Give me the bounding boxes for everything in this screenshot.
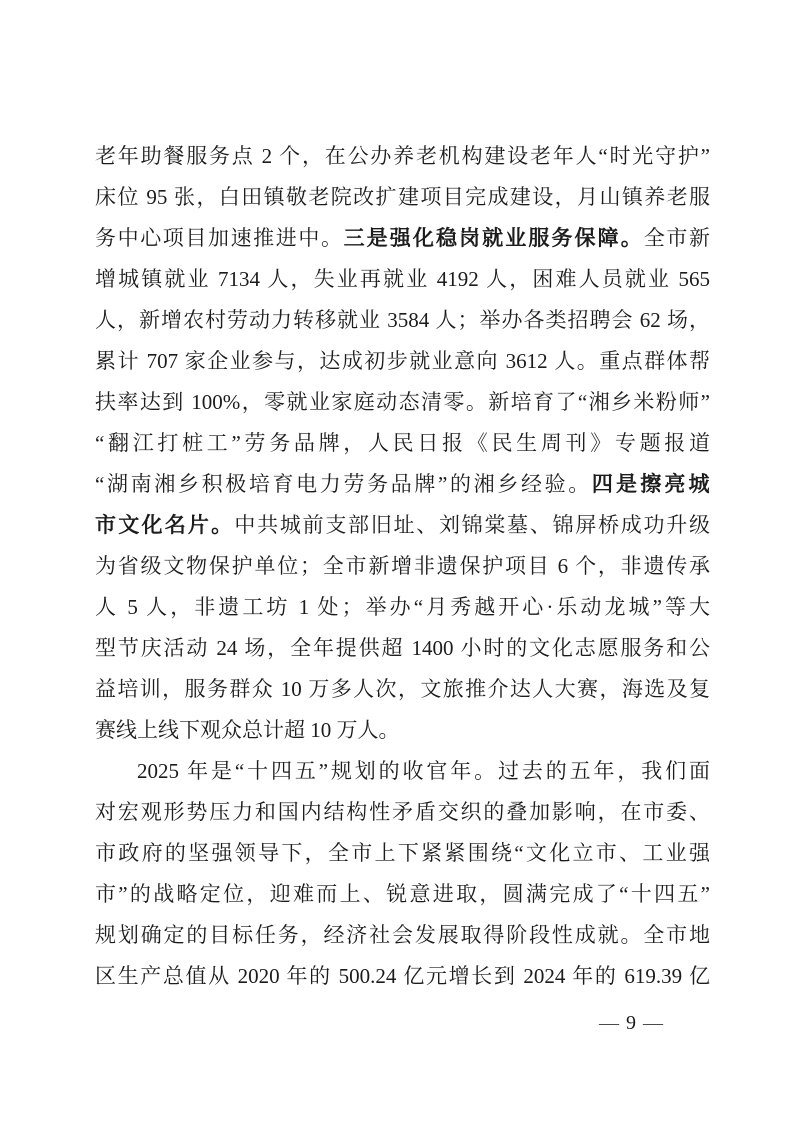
body-text: 为省级文物保护单位；全市新增非遗保护项目 6 个，非遗传承 [95, 554, 710, 578]
body-text: 全市新 [643, 226, 710, 250]
text-line [95, 915, 710, 956]
body-text: 增城镇就业 7134 人，失业再就业 4192 人，困难人员就业 565 [95, 267, 710, 291]
text-line [95, 710, 710, 751]
document-body [95, 136, 710, 997]
body-text: 市政府的坚强领导下，全市上下紧紧围绕“文化立市、工业强 [95, 841, 710, 865]
text-line [95, 464, 710, 505]
text-line [95, 792, 710, 833]
body-text: 累计 707 家企业参与，达成初步就业意向 3612 人。重点群体帮 [95, 349, 710, 373]
text-line [95, 833, 710, 874]
body-text: 人 5 人，非遗工坊 1 处；举办“月秀越开心·乐动龙城”等大 [95, 595, 710, 619]
text-line [95, 341, 710, 382]
body-text: “湖南湘乡积极培育电力劳务品牌”的湘乡经验。 [95, 472, 592, 496]
body-text: 老年助餐服务点 2 个，在公办养老机构建设老年人“时光守护” [95, 144, 710, 168]
body-text: 区生产总值从 2020 年的 500.24 亿元增长到 2024 年的 619.39 亿 [95, 964, 710, 988]
footer-dash-left: — [599, 1012, 619, 1034]
text-line [95, 669, 710, 710]
page-number: 9 [626, 1012, 636, 1034]
body-text: 扶率达到 100%，零就业家庭动态清零。新培育了“湘乡米粉师” [95, 390, 710, 414]
body-text: 人，新增农村劳动力转移就业 3584 人；举办各类招聘会 62 场， [95, 308, 710, 332]
text-line [95, 382, 710, 423]
text-line [95, 628, 710, 669]
text-line [95, 259, 710, 300]
text-line [95, 136, 710, 177]
text-line [95, 177, 710, 218]
text-line [95, 874, 710, 915]
page-footer [592, 1008, 670, 1038]
body-text: 市”的战略定位，迎难而上、锐意进取，圆满完成了“十四五” [95, 882, 710, 906]
body-text: 床位 95 张，白田镇敬老院改扩建项目完成建设，月山镇养老服 [95, 185, 710, 209]
body-text: 对宏观形势压力和国内结构性矛盾交织的叠加影响，在市委、 [95, 800, 710, 824]
text-line [95, 218, 710, 259]
body-text: “翻江打桩工”劳务品牌，人民日报《民生周刊》专题报道 [95, 431, 710, 455]
body-text: 赛线上线下观众总计超 10 万人。 [95, 718, 400, 742]
body-text: 益培训，服务群众 10 万多人次，文旅推介达人大赛，海选及复 [95, 677, 710, 701]
body-text: 型节庆活动 24 场，全年提供超 1400 小时的文化志愿服务和公 [95, 636, 710, 660]
text-line [95, 956, 710, 997]
text-line [95, 300, 710, 341]
text-line [95, 751, 710, 792]
text-line [95, 423, 710, 464]
text-line [95, 546, 710, 587]
body-text: 2025 年是“十四五”规划的收官年。过去的五年，我们面 [137, 759, 710, 783]
bold-emphasis-text: 四是擦亮城 [591, 472, 710, 496]
body-text: 务中心项目加速推进中。 [95, 226, 344, 250]
text-line [95, 587, 710, 628]
body-text: 规划确定的目标任务，经济社会发展取得阶段性成就。全市地 [95, 923, 710, 947]
bold-emphasis-text: 市文化名片。 [95, 513, 235, 537]
footer-dash-right: — [643, 1012, 663, 1034]
body-text: 中共城前支部旧址、刘锦棠墓、锦屏桥成功升级 [234, 513, 710, 537]
text-line [95, 505, 710, 546]
bold-emphasis-text: 三是强化稳岗就业服务保障。 [343, 226, 644, 250]
